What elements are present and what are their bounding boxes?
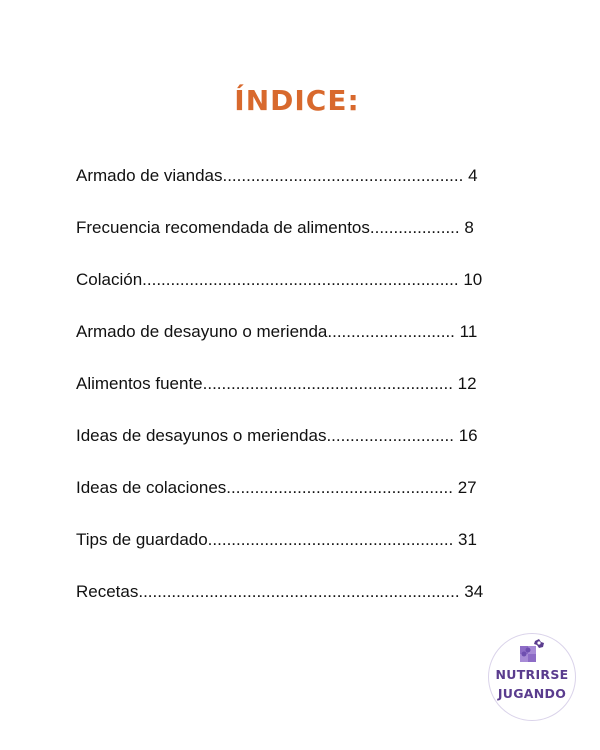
toc-entry-text: Armado de desayuno o merienda........................... 11 <box>76 322 478 341</box>
table-of-contents <box>76 166 521 634</box>
toc-entry-text: Colación................................................................... 10 <box>76 270 483 289</box>
toc-entry-text: Armado de viandas................................................... 4 <box>76 166 478 185</box>
logo-text-line1: NUTRIRSE <box>495 667 569 682</box>
toc-entry-armado-de-desayuno[interactable] <box>76 322 521 374</box>
toc-entry-text: Recetas.................................................................... 34 <box>76 582 484 601</box>
toc-entry-text: Ideas de colaciones................................................ 27 <box>76 478 477 497</box>
toc-entry-ideas-de-colaciones[interactable] <box>76 478 521 530</box>
toc-entry-recetas[interactable] <box>76 582 521 634</box>
puzzle-icon <box>518 637 546 665</box>
toc-entry-text: Alimentos fuente..................................................... 12 <box>76 374 477 393</box>
toc-entry-alimentos-fuente[interactable] <box>76 374 521 426</box>
toc-entry-text: Frecuencia recomendada de alimentos................... 8 <box>76 218 474 237</box>
toc-entry-frecuencia-recomendada[interactable] <box>76 218 521 270</box>
toc-entry-armado-de-viandas[interactable] <box>76 166 521 218</box>
toc-entry-colacion[interactable] <box>76 270 521 322</box>
toc-entry-text: Tips de guardado.................................................... 31 <box>76 530 477 549</box>
logo-badge <box>488 633 576 721</box>
toc-entry-text: Ideas de desayunos o meriendas........................... 16 <box>76 426 478 445</box>
logo-text-line2: JUGANDO <box>497 686 567 701</box>
page-title: ÍNDICE: <box>234 84 360 117</box>
toc-entry-tips-de-guardado[interactable] <box>76 530 521 582</box>
toc-entry-ideas-de-desayunos[interactable] <box>76 426 521 478</box>
